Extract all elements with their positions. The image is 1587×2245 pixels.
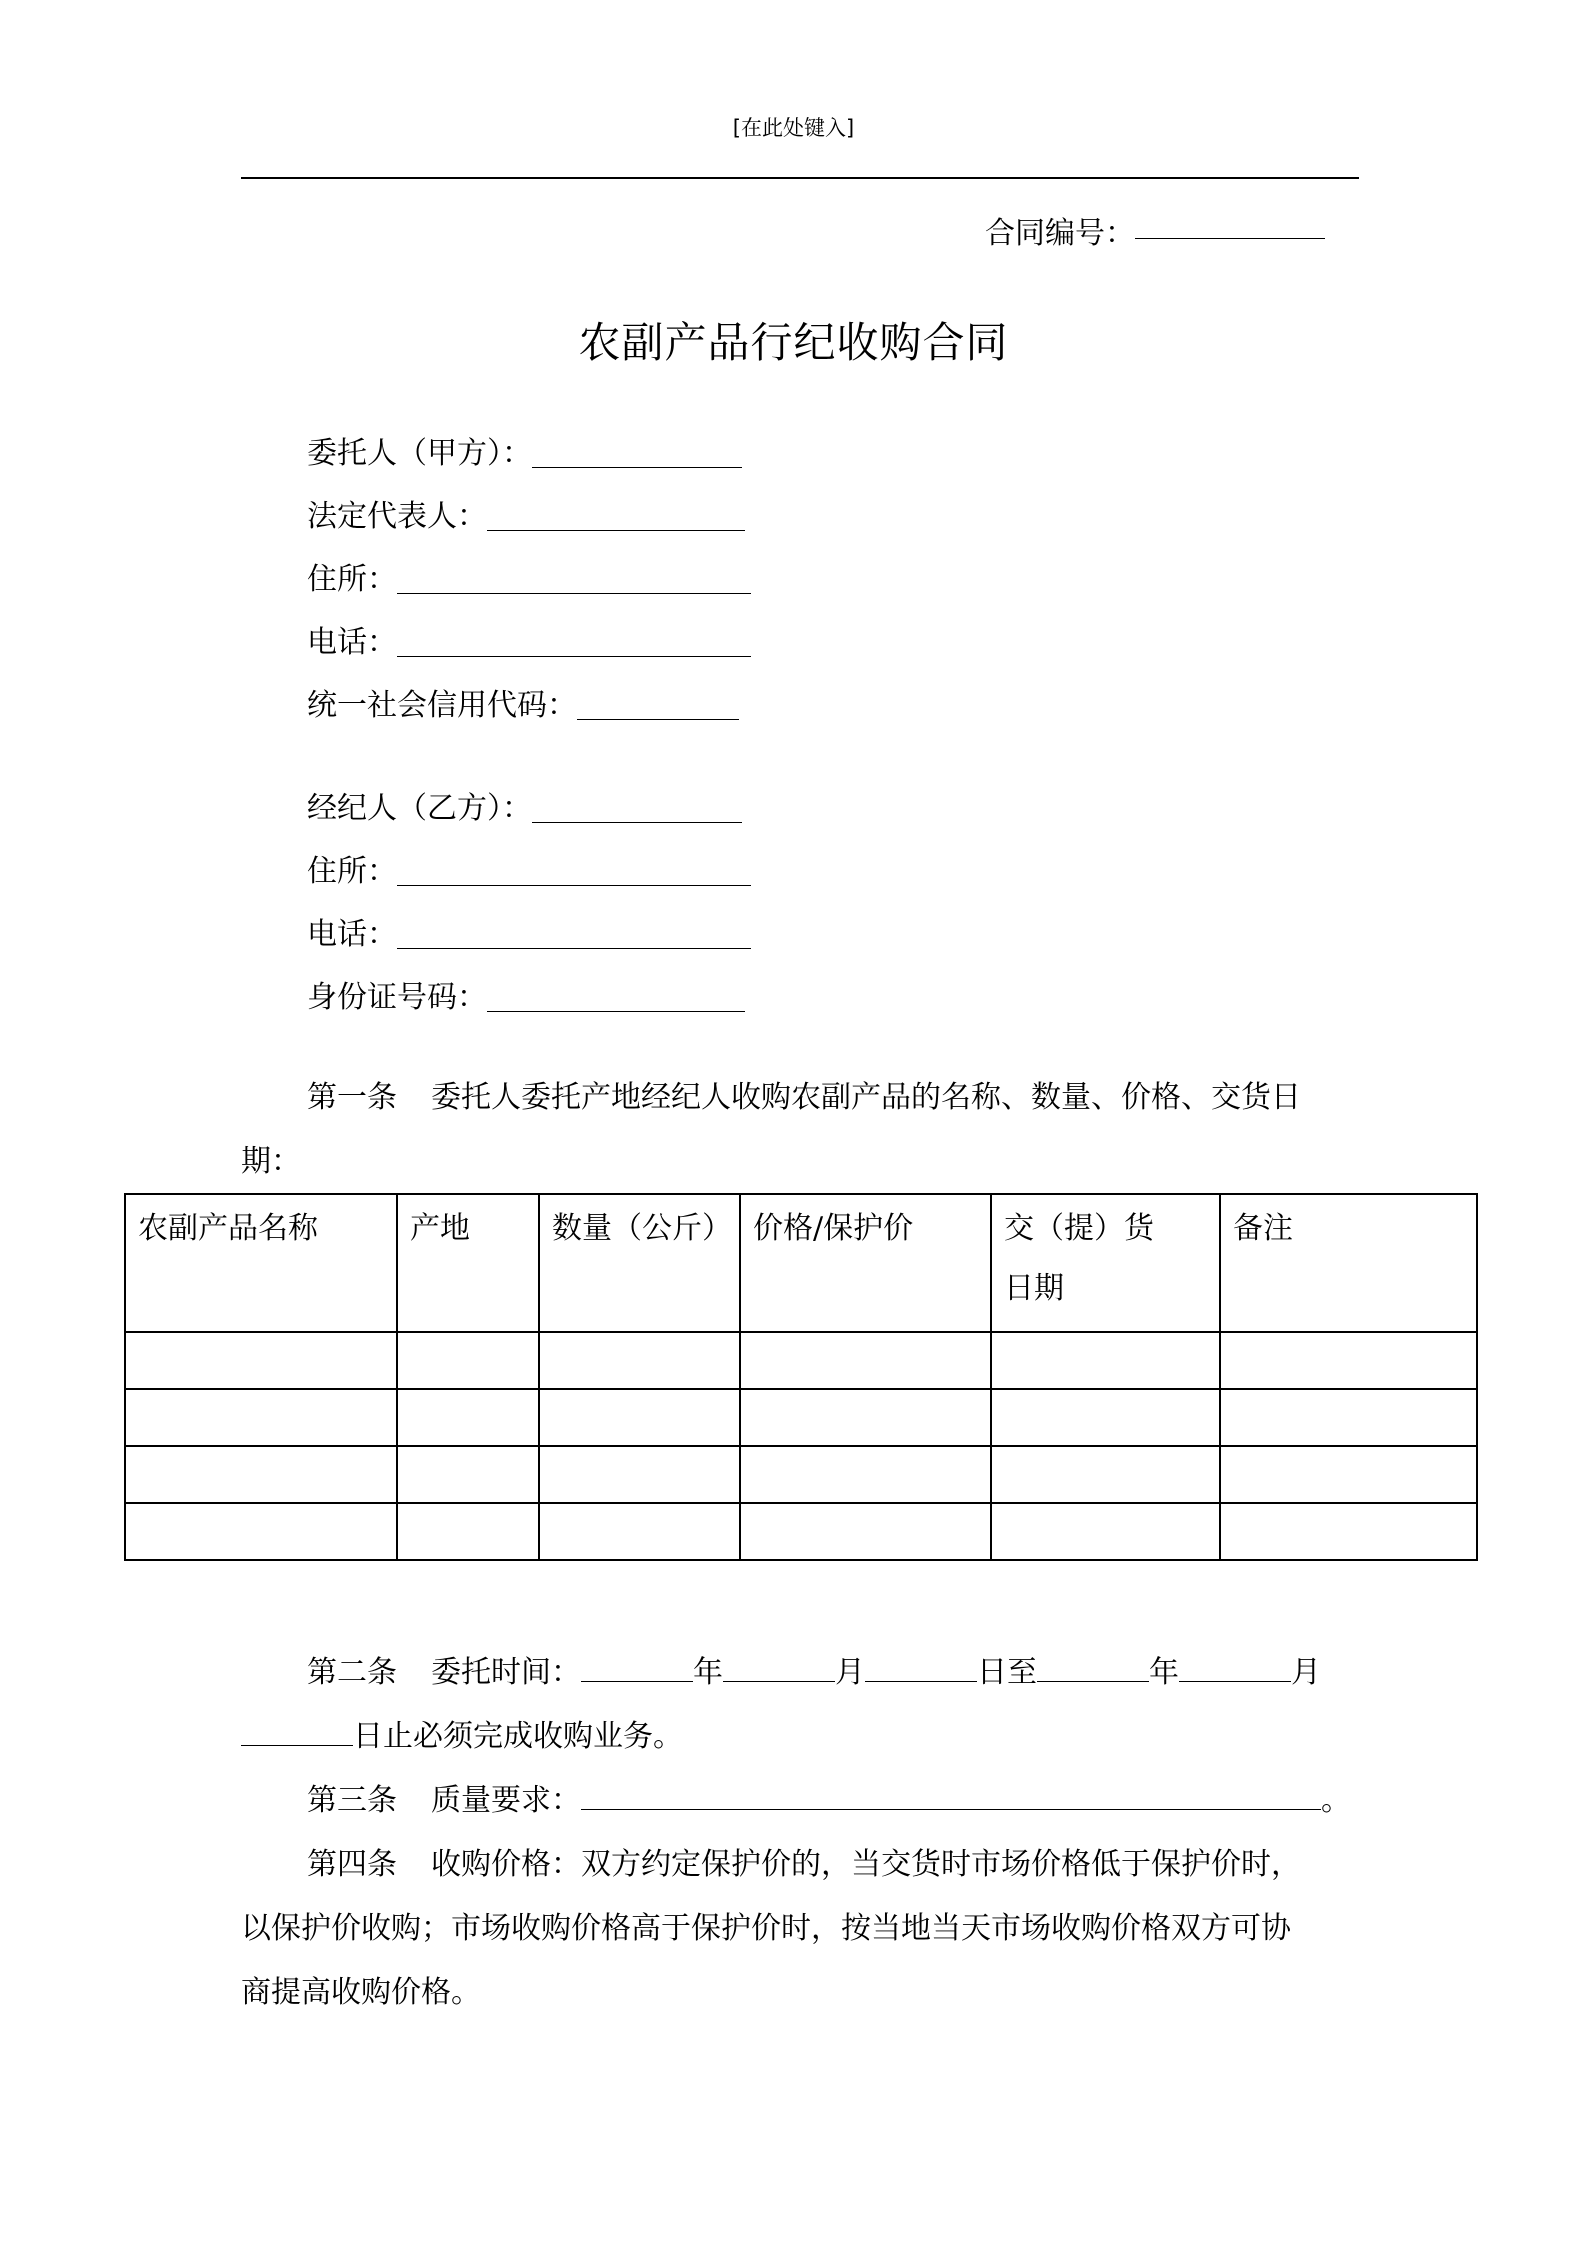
party-b-agent-row — [307, 783, 742, 827]
article-label: 委托时间： — [431, 1655, 581, 1690]
party-b-id-row — [307, 972, 745, 1016]
month-blank[interactable] — [723, 1655, 835, 1682]
table-cell[interactable] — [740, 1446, 991, 1503]
table-cell[interactable] — [740, 1389, 991, 1446]
party-a-legal-rep-row — [307, 491, 745, 535]
field-blank[interactable] — [487, 500, 745, 531]
table-cell[interactable] — [125, 1389, 397, 1446]
table-header-row — [125, 1194, 1477, 1332]
contract-number-label: 合同编号： — [985, 216, 1135, 251]
column-header-line: 交（提）货 — [1004, 1211, 1154, 1246]
day-to-unit: 日至 — [977, 1655, 1037, 1690]
table-cell[interactable] — [1220, 1332, 1477, 1389]
table-cell[interactable] — [397, 1332, 539, 1389]
column-header-line: 日期 — [1004, 1271, 1064, 1306]
column-header: 数量（公斤） — [539, 1194, 740, 1332]
column-header: 产地 — [397, 1194, 539, 1332]
table-cell[interactable] — [539, 1446, 740, 1503]
article-3 — [241, 1769, 1351, 1833]
table-cell[interactable] — [397, 1389, 539, 1446]
article-4 — [241, 1833, 1301, 2025]
column-header: 价格/保护价 — [740, 1194, 991, 1332]
contract-number — [985, 208, 1325, 252]
field-blank[interactable] — [532, 437, 742, 468]
field-label: 身份证号码： — [307, 980, 487, 1015]
end-month-blank[interactable] — [1179, 1655, 1291, 1682]
table-cell[interactable] — [125, 1446, 397, 1503]
table-cell[interactable] — [991, 1389, 1220, 1446]
table-row — [125, 1446, 1477, 1503]
table-cell[interactable] — [1220, 1503, 1477, 1560]
year-unit: 年 — [1149, 1655, 1179, 1690]
table-cell[interactable] — [1220, 1389, 1477, 1446]
article-heading: 第一条 — [307, 1080, 397, 1115]
party-a-principal-row — [307, 428, 742, 472]
year-blank[interactable] — [581, 1655, 693, 1682]
table-row — [125, 1389, 1477, 1446]
table-cell[interactable] — [740, 1332, 991, 1389]
article-1 — [241, 1066, 1301, 1194]
article-text: 商提高收购价格。 — [241, 1975, 481, 2010]
page-header: [在此处键入] — [732, 116, 855, 140]
field-label: 法定代表人： — [307, 499, 487, 534]
field-blank[interactable] — [397, 918, 751, 949]
field-label: 委托人（甲方）： — [307, 436, 532, 471]
table-cell[interactable] — [539, 1332, 740, 1389]
field-label: 住所： — [307, 854, 397, 889]
field-label: 电话： — [307, 917, 397, 952]
party-b-address-row — [307, 846, 751, 890]
article-text: 委托人委托产地经纪人收购农副产品的名称、数量、价格、交货日 — [431, 1080, 1301, 1115]
party-a-credit-code-row — [307, 680, 739, 724]
field-label: 经纪人（乙方）： — [307, 791, 532, 826]
table-cell[interactable] — [740, 1503, 991, 1560]
field-blank[interactable] — [487, 981, 745, 1012]
month-unit: 月 — [835, 1655, 865, 1690]
table-row — [125, 1332, 1477, 1389]
table-cell[interactable] — [397, 1446, 539, 1503]
end-day-blank[interactable] — [241, 1719, 353, 1746]
party-b-phone-row — [307, 909, 751, 953]
month-unit: 月 — [1291, 1655, 1321, 1690]
article-heading: 第三条 — [307, 1783, 397, 1818]
table-cell[interactable] — [397, 1503, 539, 1560]
table-cell[interactable] — [539, 1389, 740, 1446]
column-header — [991, 1194, 1220, 1332]
product-table — [124, 1193, 1478, 1561]
field-blank[interactable] — [397, 855, 751, 886]
table-row — [125, 1503, 1477, 1560]
field-blank[interactable] — [397, 626, 751, 657]
table-cell[interactable] — [539, 1503, 740, 1560]
table-cell[interactable] — [991, 1446, 1220, 1503]
column-header: 备注 — [1220, 1194, 1477, 1332]
table-cell[interactable] — [991, 1332, 1220, 1389]
field-label: 电话： — [307, 625, 397, 660]
table-cell[interactable] — [1220, 1446, 1477, 1503]
party-a-phone-row — [307, 617, 751, 661]
field-blank[interactable] — [577, 689, 739, 720]
field-label: 统一社会信用代码： — [307, 688, 577, 723]
field-blank[interactable] — [532, 792, 742, 823]
field-label: 住所： — [307, 562, 397, 597]
sentence-end: 。 — [1321, 1783, 1351, 1818]
party-a-address-row — [307, 554, 751, 598]
article-text: 期： — [241, 1144, 301, 1179]
table-cell[interactable] — [991, 1503, 1220, 1560]
quality-requirement-blank[interactable] — [581, 1783, 1321, 1810]
article-heading: 第二条 — [307, 1655, 397, 1690]
end-year-blank[interactable] — [1037, 1655, 1149, 1682]
header-divider — [241, 177, 1359, 179]
article-text: 日止必须完成收购业务。 — [353, 1719, 683, 1754]
field-blank[interactable] — [397, 563, 751, 594]
table-cell[interactable] — [125, 1503, 397, 1560]
article-heading: 第四条 — [307, 1847, 397, 1882]
article-text: 以保护价收购；市场收购价格高于保护价时，按当地当天市场收购价格双方可协 — [241, 1911, 1291, 1946]
year-unit: 年 — [693, 1655, 723, 1690]
table-cell[interactable] — [125, 1332, 397, 1389]
article-2 — [241, 1641, 1321, 1769]
document-title: 农副产品行纪收购合同 — [578, 318, 1009, 367]
article-text: 收购价格：双方约定保护价的，当交货时市场价格低于保护价时， — [431, 1847, 1301, 1882]
contract-number-blank[interactable] — [1135, 208, 1325, 239]
column-header: 农副产品名称 — [125, 1194, 397, 1332]
article-label: 质量要求： — [431, 1783, 581, 1818]
day-blank[interactable] — [865, 1655, 977, 1682]
